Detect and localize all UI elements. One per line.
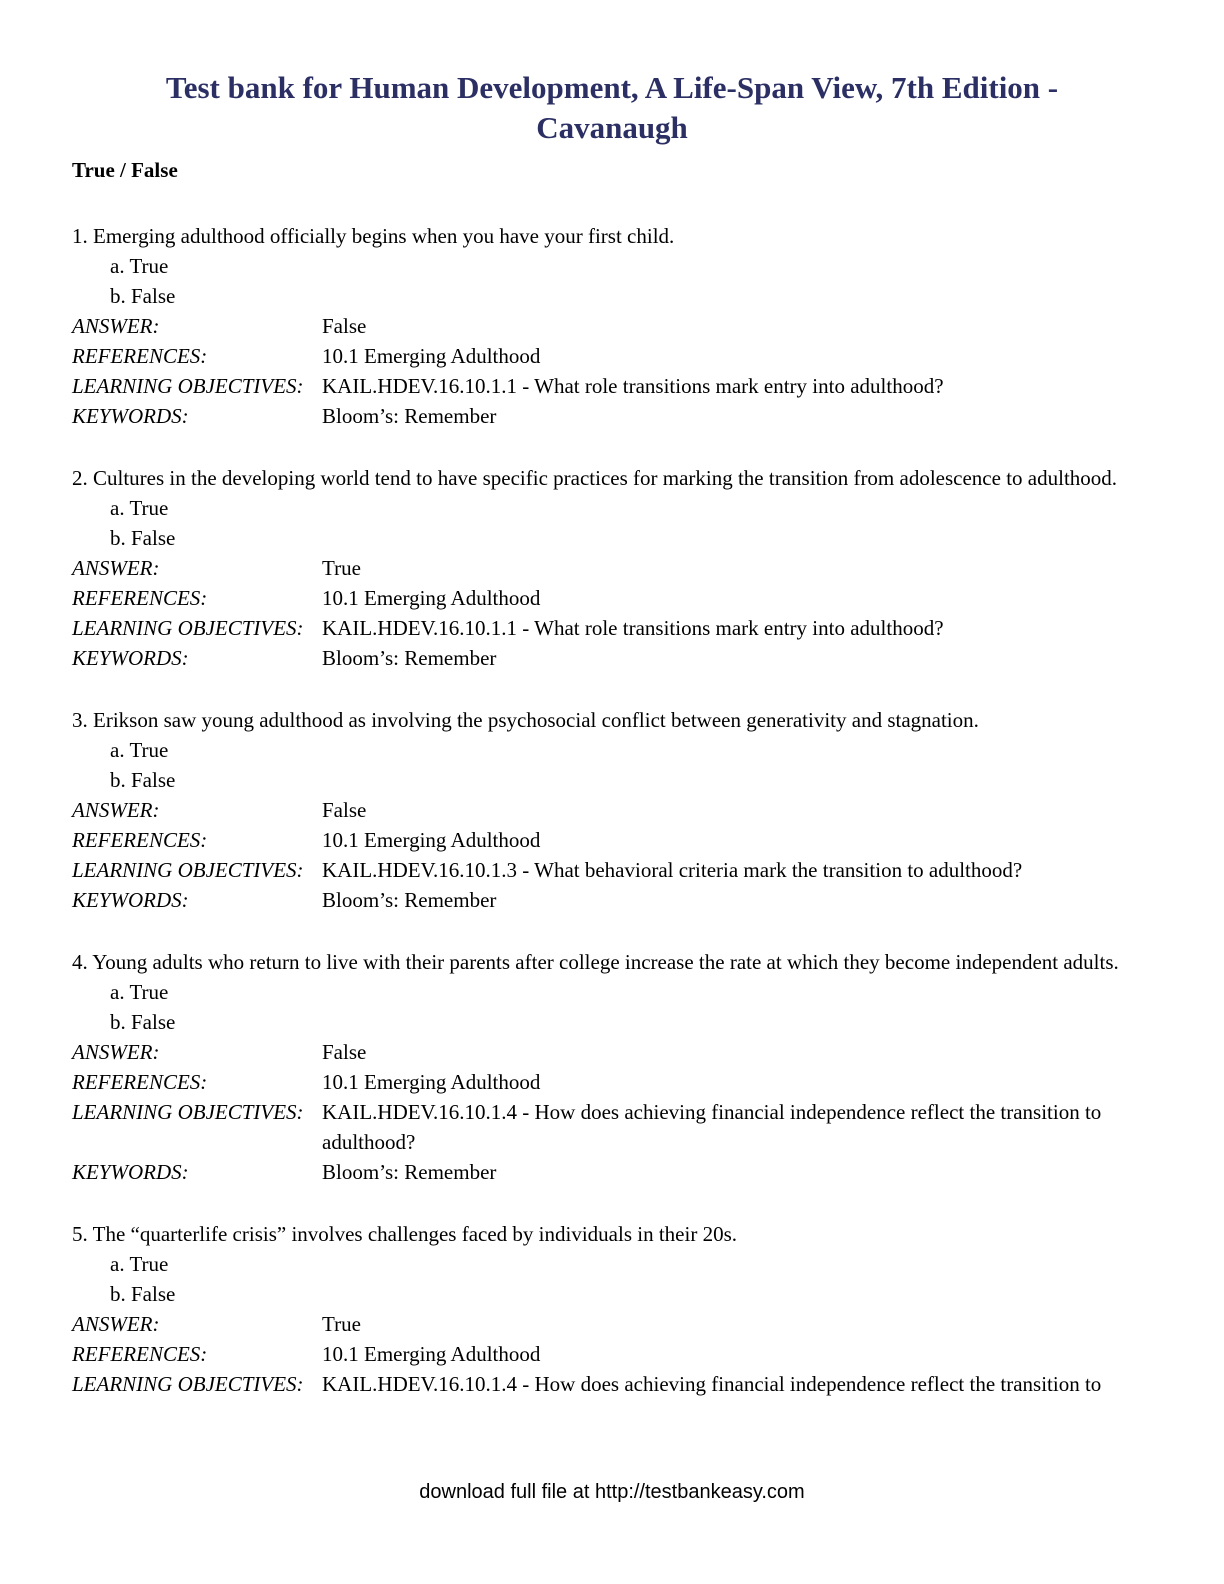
question-statement: Erikson saw young adulthood as involving the psychosocial conflict between generativity and stagnation. [93,708,979,732]
question-block [72,1219,1152,1399]
keywords-row [72,401,1152,431]
keywords-value: Bloom’s: Remember [322,404,497,428]
learning-objectives-value: KAIL.HDEV.16.10.1.1 - What role transitions mark entry into adulthood? [322,616,944,640]
references-value: 10.1 Emerging Adulthood [322,1070,541,1094]
learning-objectives-value: KAIL.HDEV.16.10.1.4 - How does achieving financial independence reflect the transition to [322,1372,1102,1396]
question-block [72,705,1152,915]
section-heading: True / False [72,158,178,182]
learning-objectives-row [72,855,1152,885]
answer-value: True [322,556,361,580]
question-number: 4. [72,950,88,974]
question-text [72,705,1152,735]
keywords-value: Bloom’s: Remember [322,1160,497,1184]
keywords-row [72,885,1152,915]
references-value: 10.1 Emerging Adulthood [322,1342,541,1366]
references-label: REFERENCES: [72,828,208,852]
keywords-label: KEYWORDS: [72,1160,189,1184]
answer-row [72,553,1152,583]
keywords-row [72,1157,1152,1187]
question-statement: Emerging adulthood officially begins when you have your first child. [93,224,675,248]
references-row [72,825,1152,855]
learning-objectives-value: KAIL.HDEV.16.10.1.3 - What behavioral criteria mark the transition to adulthood? [322,858,1023,882]
question-statement: Cultures in the developing world tend to have specific practices for marking the transition from adolescence to adulthood. [93,466,1118,490]
page-title-line2: Cavanaugh [536,110,688,145]
learning-objectives-value: KAIL.HDEV.16.10.1.4 - How does achieving financial independence reflect the transition to adulthood? [322,1100,1102,1154]
learning-objectives-label: LEARNING OBJECTIVES: [72,616,304,640]
question-block [72,221,1152,431]
option-false: b. False [110,1282,176,1306]
references-value: 10.1 Emerging Adulthood [322,586,541,610]
answer-label: ANSWER: [72,556,160,580]
references-label: REFERENCES: [72,586,208,610]
option-true: a. True [110,980,169,1004]
learning-objectives-label: LEARNING OBJECTIVES: [72,858,304,882]
page-footer [0,1480,1224,1504]
answer-label: ANSWER: [72,1040,160,1064]
keywords-value: Bloom’s: Remember [322,888,497,912]
question-number: 2. [72,466,88,490]
references-value: 10.1 Emerging Adulthood [322,344,541,368]
learning-objectives-label: LEARNING OBJECTIVES: [72,1100,304,1124]
references-row [72,583,1152,613]
option-true: a. True [110,496,169,520]
learning-objectives-row [72,1369,1152,1399]
references-value: 10.1 Emerging Adulthood [322,828,541,852]
answer-value: False [322,1040,367,1064]
question-number: 3. [72,708,88,732]
question-number: 1. [72,224,88,248]
keywords-label: KEYWORDS: [72,404,189,428]
question-statement: Young adults who return to live with their parents after college increase the rate at which they become independent adults. [92,950,1119,974]
keywords-value: Bloom’s: Remember [322,646,497,670]
option-false: b. False [110,1010,176,1034]
option-false: b. False [110,284,176,308]
learning-objectives-row [72,613,1152,643]
references-label: REFERENCES: [72,344,208,368]
references-row [72,1339,1152,1369]
references-label: REFERENCES: [72,1070,208,1094]
footer-download-text: download full file at http://testbankeasy.com [419,1481,805,1503]
question-block [72,947,1152,1187]
option-true: a. True [110,254,169,278]
answer-label: ANSWER: [72,1312,160,1336]
question-text [72,1219,1152,1249]
question-block [72,463,1152,673]
option-true: a. True [110,738,169,762]
question-number: 5. [72,1222,88,1246]
learning-objectives-row [72,371,1152,401]
keywords-label: KEYWORDS: [72,646,189,670]
option-true: a. True [110,1252,169,1276]
answer-row [72,795,1152,825]
answer-label: ANSWER: [72,314,160,338]
references-label: REFERENCES: [72,1342,208,1366]
answer-row [72,1037,1152,1067]
learning-objectives-label: LEARNING OBJECTIVES: [72,374,304,398]
answer-row [72,1309,1152,1339]
learning-objectives-row [72,1097,1152,1157]
answer-value: True [322,1312,361,1336]
answer-value: False [322,314,367,338]
page-title [72,68,1152,148]
answer-label: ANSWER: [72,798,160,822]
answer-row [72,311,1152,341]
question-text [72,947,1152,977]
answer-value: False [322,798,367,822]
option-false: b. False [110,768,176,792]
question-text [72,221,1152,251]
learning-objectives-label: LEARNING OBJECTIVES: [72,1372,304,1396]
option-false: b. False [110,526,176,550]
keywords-row [72,643,1152,673]
keywords-label: KEYWORDS: [72,888,189,912]
page-title-line1: Test bank for Human Development, A Life-Span View, 7th Edition - [165,70,1059,105]
references-row [72,341,1152,371]
references-row [72,1067,1152,1097]
learning-objectives-value: KAIL.HDEV.16.10.1.1 - What role transitions mark entry into adulthood? [322,374,944,398]
question-statement: The “quarterlife crisis” involves challenges faced by individuals in their 20s. [92,1222,738,1246]
question-text [72,463,1152,493]
